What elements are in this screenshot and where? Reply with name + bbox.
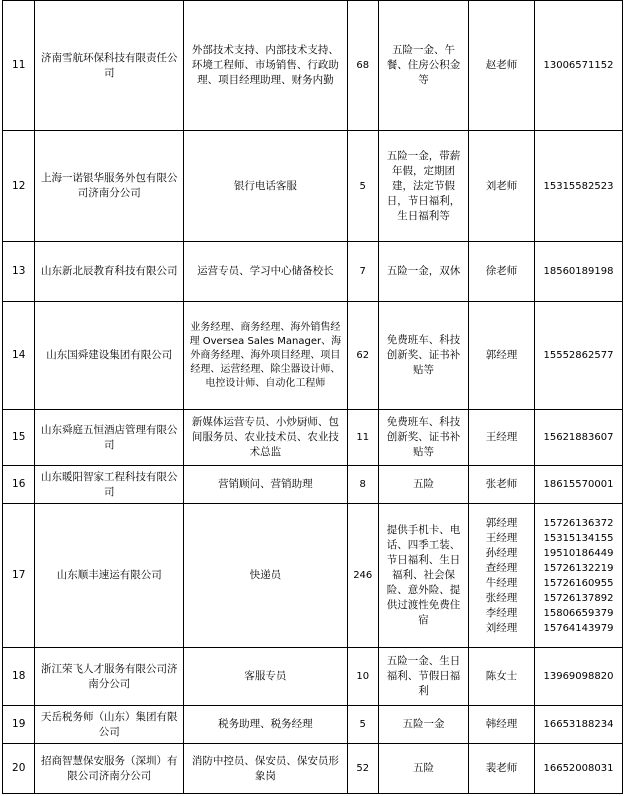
- benefits: 免费班车、科技创新奖、证书补贴等: [378, 410, 468, 466]
- phone-number: 15806659379: [543, 607, 614, 619]
- phone-number: 15726137892: [543, 592, 614, 604]
- phone-number: 15552862577: [534, 302, 622, 410]
- contact-person: 刘经理: [485, 621, 518, 634]
- table-row: [3, 706, 623, 744]
- contact-person: 张经理: [485, 591, 518, 604]
- benefits: 五险: [378, 744, 468, 794]
- headcount: 7: [347, 242, 378, 302]
- headcount: 62: [347, 302, 378, 410]
- benefits: 五险一金，带薪年假，定期团建，法定节假日，节日福利，生日福利等: [378, 131, 468, 242]
- phone-number: 16653188234: [534, 706, 622, 744]
- benefits: 五险一金: [378, 706, 468, 744]
- row-number: 19: [3, 706, 35, 744]
- phone-number: 13969098820: [534, 648, 622, 706]
- positions: 银行电话客服: [184, 131, 347, 242]
- contact-person: 张老师: [469, 466, 535, 504]
- contact-person: 郭经理: [469, 302, 535, 410]
- table-row: [3, 131, 623, 242]
- table-row: [3, 744, 623, 794]
- contact-person: 陈女士: [469, 648, 535, 706]
- positions: 税务助理、税务经理: [184, 706, 347, 744]
- contact-person: 赵老师: [469, 1, 535, 131]
- table-row: [3, 1, 623, 131]
- positions: 外部技术支持、内部技术支持、环境工程师、市场销售、行政助理、项目经理助理、财务内勤: [184, 1, 347, 131]
- company-name: 山东顺丰速运有限公司: [35, 504, 184, 648]
- table-row: [3, 466, 623, 504]
- headcount: 11: [347, 410, 378, 466]
- company-name: 山东国舜建设集团有限公司: [35, 302, 184, 410]
- phone-number-list: [534, 504, 622, 648]
- headcount: 68: [347, 1, 378, 131]
- table-row: [3, 648, 623, 706]
- company-name: 济南雪航环保科技有限责任公司: [35, 1, 184, 131]
- company-name: 上海一诺银华服务外包有限公司济南分公司: [35, 131, 184, 242]
- headcount: 8: [347, 466, 378, 504]
- benefits: 提供手机卡、电话、四季工装、节日福利、生日福利、社会保险、意外险、提供过渡性免费住宿: [378, 504, 468, 648]
- company-name: 山东舜庭五恒酒店管理有限公司: [35, 410, 184, 466]
- recruitment-table: [2, 0, 623, 794]
- benefits: 五险: [378, 466, 468, 504]
- positions: 快递员: [184, 504, 347, 648]
- phone-number: 18560189198: [534, 242, 622, 302]
- positions: 消防中控员、保安员、保安员形象岗: [184, 744, 347, 794]
- positions: 运营专员、学习中心储备校长: [184, 242, 347, 302]
- phone-number: 15726136372: [543, 517, 614, 529]
- company-name: 浙江荣飞人才服务有限公司济南分公司: [35, 648, 184, 706]
- contact-person-list: [469, 504, 535, 648]
- row-number: 17: [3, 504, 35, 648]
- phone-number: 15764143979: [543, 622, 614, 634]
- benefits: 五险一金，双休: [378, 242, 468, 302]
- row-number: 14: [3, 302, 35, 410]
- phone-number: 15315582523: [534, 131, 622, 242]
- phone-number: 13006571152: [534, 1, 622, 131]
- row-number: 16: [3, 466, 35, 504]
- row-number: 11: [3, 1, 35, 131]
- benefits: 五险一金、生日福利、节假日福利: [378, 648, 468, 706]
- benefits: 免费班车、科技创新奖、证书补贴等: [378, 302, 468, 410]
- contact-person: 孙经理: [485, 546, 518, 559]
- row-number: 18: [3, 648, 35, 706]
- company-name: 天岳税务师（山东）集团有限公司: [35, 706, 184, 744]
- benefits: 五险一金、午餐、住房公积金等: [378, 1, 468, 131]
- row-number: 15: [3, 410, 35, 466]
- row-number: 12: [3, 131, 35, 242]
- phone-number: 19510186449: [543, 547, 614, 559]
- phone-number: 15315134155: [543, 532, 614, 544]
- phone-number: 15726132219: [543, 562, 614, 574]
- company-name: 山东新北辰教育科技有限公司: [35, 242, 184, 302]
- headcount: 5: [347, 131, 378, 242]
- contact-person: 王经理: [469, 410, 535, 466]
- positions: 新媒体运营专员、小炒厨师、包间服务员、农业技术员、农业技术总监: [184, 410, 347, 466]
- phone-number: 15621883607: [534, 410, 622, 466]
- contact-person: 韩经理: [469, 706, 535, 744]
- headcount: 246: [347, 504, 378, 648]
- contact-person: 郭经理: [485, 516, 518, 529]
- headcount: 10: [347, 648, 378, 706]
- headcount: 52: [347, 744, 378, 794]
- phone-number: 18615570001: [534, 466, 622, 504]
- contact-person: 牛经理: [485, 576, 518, 589]
- contact-person: 王经理: [485, 531, 518, 544]
- table-row: [3, 410, 623, 466]
- row-number: 13: [3, 242, 35, 302]
- positions: 业务经理、商务经理、海外销售经理 Oversea Sales Manager、海外商务经理、海外项目经理、项目经理、运营经理、除尘器设计师、电控设计师、自动化工程师: [184, 302, 347, 410]
- phone-number: 16652008031: [534, 744, 622, 794]
- contact-person: 徐老师: [469, 242, 535, 302]
- contact-person: 李经理: [485, 606, 518, 619]
- phone-number: 15726160955: [543, 577, 614, 589]
- company-name: 招商智慧保安服务（深圳）有限公司济南分公司: [35, 744, 184, 794]
- table-row: [3, 242, 623, 302]
- headcount: 5: [347, 706, 378, 744]
- contact-person: 裴老师: [469, 744, 535, 794]
- row-number: 20: [3, 744, 35, 794]
- contact-person: 刘老师: [469, 131, 535, 242]
- contact-person: 查经理: [485, 561, 518, 574]
- table-row: [3, 302, 623, 410]
- positions: 客服专员: [184, 648, 347, 706]
- company-name: 山东暖阳智家工程科技有限公司: [35, 466, 184, 504]
- table-row: [3, 504, 623, 648]
- positions: 营销顾问、营销助理: [184, 466, 347, 504]
